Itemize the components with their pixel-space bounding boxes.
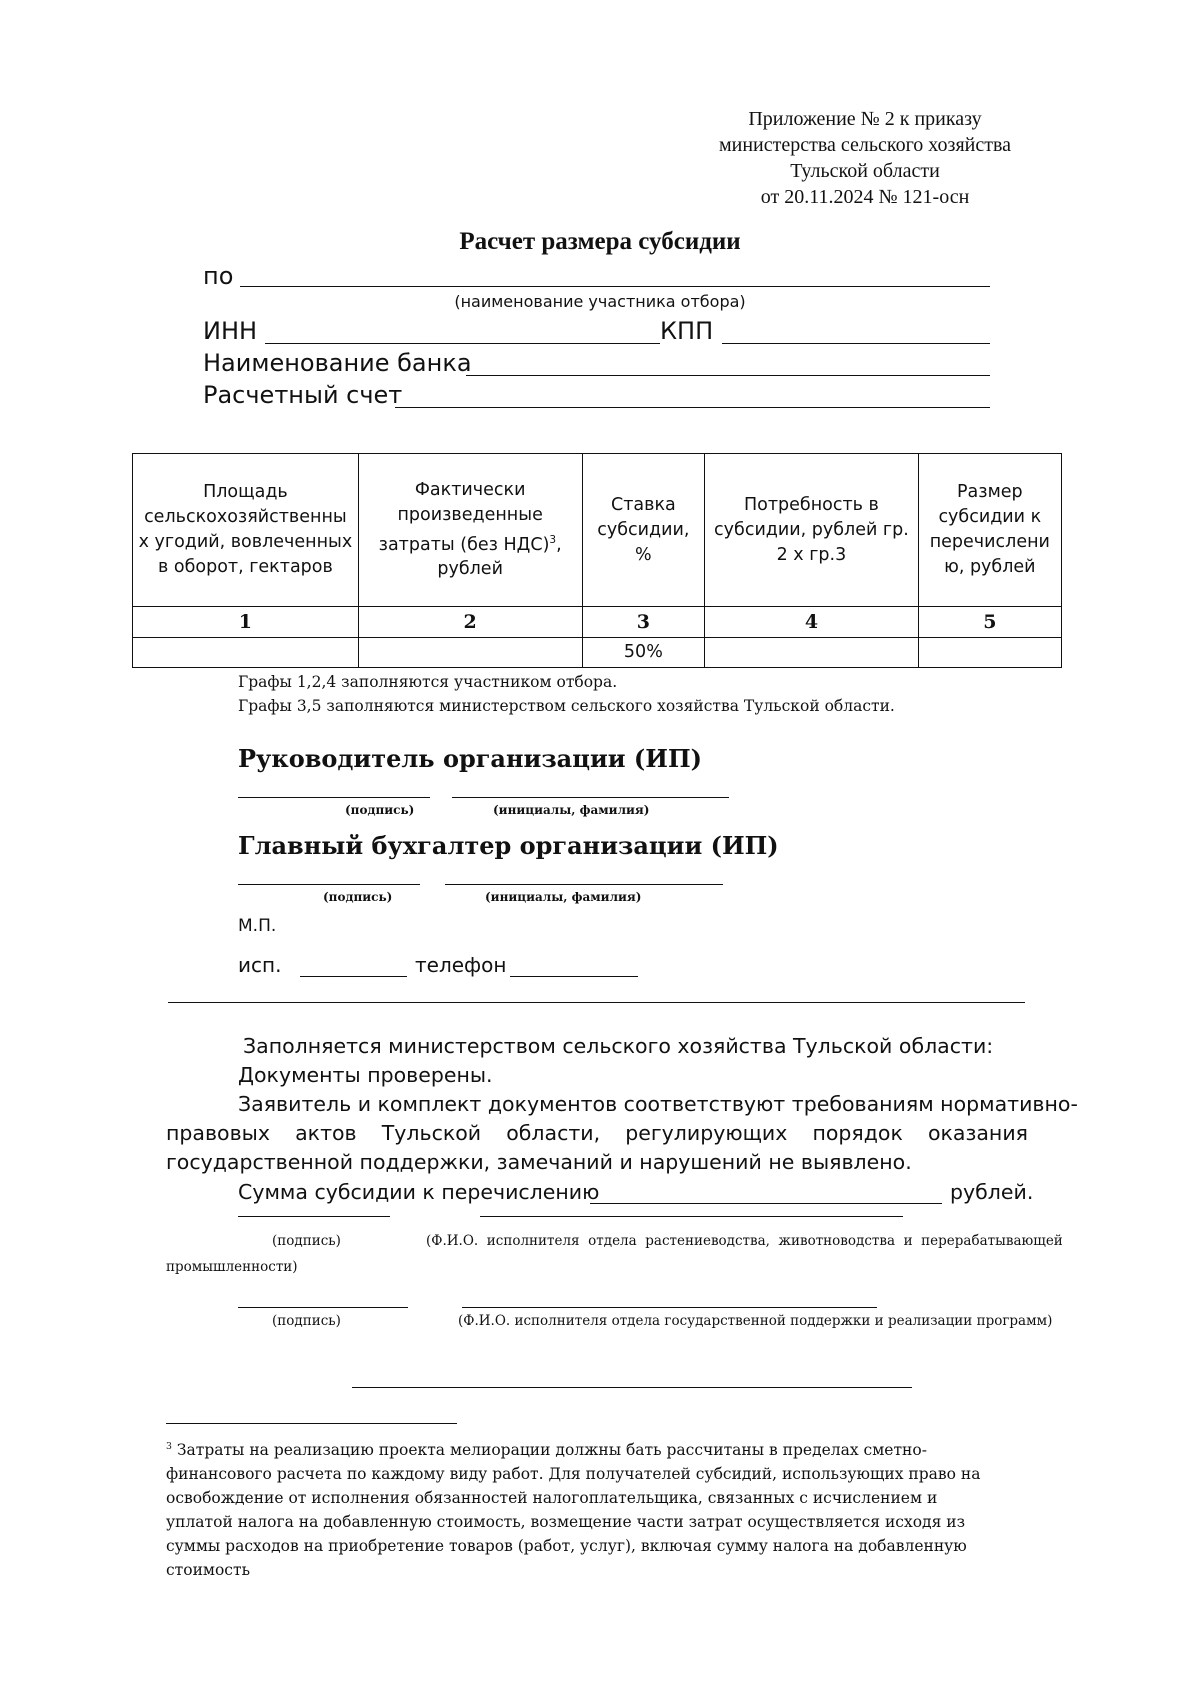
fio2-line[interactable] [462,1307,877,1308]
sign2-caption: (подпись) [272,1313,341,1329]
accountant-name-line[interactable] [445,884,723,885]
sign2-line[interactable] [238,1307,408,1308]
header-costs-tail: , рублей [437,534,562,580]
header-line-4: от 20.11.2024 № 121-осн [760,186,970,208]
footnote-ref: 3 [549,533,557,546]
footnote-line-6: стоимость [166,1561,251,1580]
account-label: Расчетный счет [203,381,403,409]
fio1-caption: (Ф.И.О. исполнителя отдела растениеводства, животноводства и перерабатывающей [426,1233,1063,1249]
col-number: 4 [705,607,918,638]
kpp-label: КПП [660,317,714,345]
accountant-sign-line[interactable] [238,884,420,885]
account-field[interactable] [395,407,990,408]
table-header-row [133,454,1062,607]
accountant-name-caption: (инициалы, фамилия) [485,890,642,904]
phone-field[interactable] [510,976,638,977]
area-cell[interactable] [133,638,359,668]
header-line-1: Приложение № 2 к приказу [748,108,982,130]
footnote-separator [166,1423,457,1424]
footnote-line-5: суммы расходов на приобретение товаров (работ, услуг), включая сумму налога на добавленную [166,1537,967,1556]
header-rate: Ставка субсидии, % [582,454,705,607]
accountant-sign-caption: (подпись) [323,890,393,904]
bank-field[interactable] [466,375,990,376]
header-line-2: министерства сельского хозяйства [718,134,1012,156]
footnote-line-1 [166,1435,1046,1462]
para-word: правовых [166,1121,271,1145]
col-number: 3 [582,607,705,638]
subsidy-table [132,453,1062,668]
head-name-line[interactable] [452,797,729,798]
inn-label: ИНН [203,317,258,345]
footnote-line-4: уплатой налога на добавленную стоимость, возмещение части затрат осуществляется исходя из [166,1513,966,1532]
sign1-line[interactable] [238,1216,390,1217]
col-number: 2 [358,607,582,638]
head-name-caption: (инициалы, фамилия) [493,803,650,817]
para-word: области, [506,1121,601,1145]
note-2: Графы 3,5 заполняются министерством сельского хозяйства Тульской области. [238,697,895,715]
participant-name-field[interactable] [240,286,990,287]
section-divider [168,1002,1025,1003]
para-word: оказания [927,1121,1028,1145]
sum-unit: рублей. [950,1180,1034,1204]
header-costs-text: Фактически произведенные затраты (без НДС) [378,479,550,555]
document-title: Расчет размера субсидии [459,228,741,255]
stamp-place: М.П. [238,916,277,936]
footnote-line-2: финансового расчета по каждому виду работ. Для получателей субсидий, использующих право на [166,1465,981,1484]
appendix-header [690,106,1040,210]
sign1-caption: (подпись) [272,1233,341,1249]
sum-field[interactable] [590,1203,942,1204]
header-line-3: Тульской области [790,160,940,182]
ministry-para-line-3: государственной поддержки, замечаний и нарушений не выявлено. [166,1150,912,1174]
amount-cell [918,638,1061,668]
footnote-text-1: Затраты на реализацию проекта мелиорации должны бать рассчитаны в пределах сметно- [171,1441,927,1460]
para-word: регулирующих [625,1121,788,1145]
para-word: Тульской [381,1121,482,1145]
isp-label: исп. [238,953,282,977]
head-sign-caption: (подпись) [345,803,415,817]
closing-line [352,1387,912,1388]
head-title: Руководитель организации (ИП) [238,744,702,773]
col-number: 5 [918,607,1061,638]
accountant-title: Главный бухгалтер организации (ИП) [238,831,779,860]
fio1-caption-tail: промышленности) [166,1259,298,1275]
para-word: актов [295,1121,357,1145]
po-label: по [203,262,234,290]
rate-cell: 50% [582,638,705,668]
kpp-field[interactable] [722,343,990,344]
fio2-caption: (Ф.И.О. исполнителя отдела государственной поддержки и реализации программ) [458,1313,1053,1329]
table-value-row [133,638,1062,668]
fio1-line[interactable] [480,1216,903,1217]
ministry-para-line-1: Заявитель и комплект документов соответствуют требованиям нормативно- [238,1092,1078,1116]
ministry-para-line-2 [166,1119,1028,1148]
footnote-marker: 3 [166,1441,172,1452]
need-cell[interactable] [705,638,918,668]
costs-cell[interactable] [358,638,582,668]
table-number-row [133,607,1062,638]
inn-field[interactable] [265,343,660,344]
header-costs [358,454,582,607]
participant-caption: (наименование участника отбора) [454,292,746,311]
footnote [166,1435,1046,1582]
bank-label: Наименование банка [203,349,472,377]
header-amount: Размер субсидии к перечислени ю, рублей [918,454,1061,607]
col-number: 1 [133,607,359,638]
isp-field[interactable] [300,976,407,977]
footnote-line-3: освобождение от исполнения обязанностей налогоплательщика, связанных с исчислением и [166,1489,938,1508]
header-area: Площадь сельскохозяйственны х угодий, вовлеченных в оборот, гектаров [133,454,359,607]
phone-label: телефон [415,953,507,977]
sum-label: Сумма субсидии к перечислению [238,1180,600,1204]
head-sign-line[interactable] [238,797,430,798]
note-1: Графы 1,2,4 заполняются участником отбора. [238,673,618,691]
para-word: порядок [812,1121,903,1145]
documents-checked: Документы проверены. [238,1063,493,1087]
ministry-intro: Заполняется министерством сельского хозяйства Тульской области: [243,1034,994,1058]
header-need: Потребность в субсидии, рублей гр. 2 х гр.3 [705,454,918,607]
